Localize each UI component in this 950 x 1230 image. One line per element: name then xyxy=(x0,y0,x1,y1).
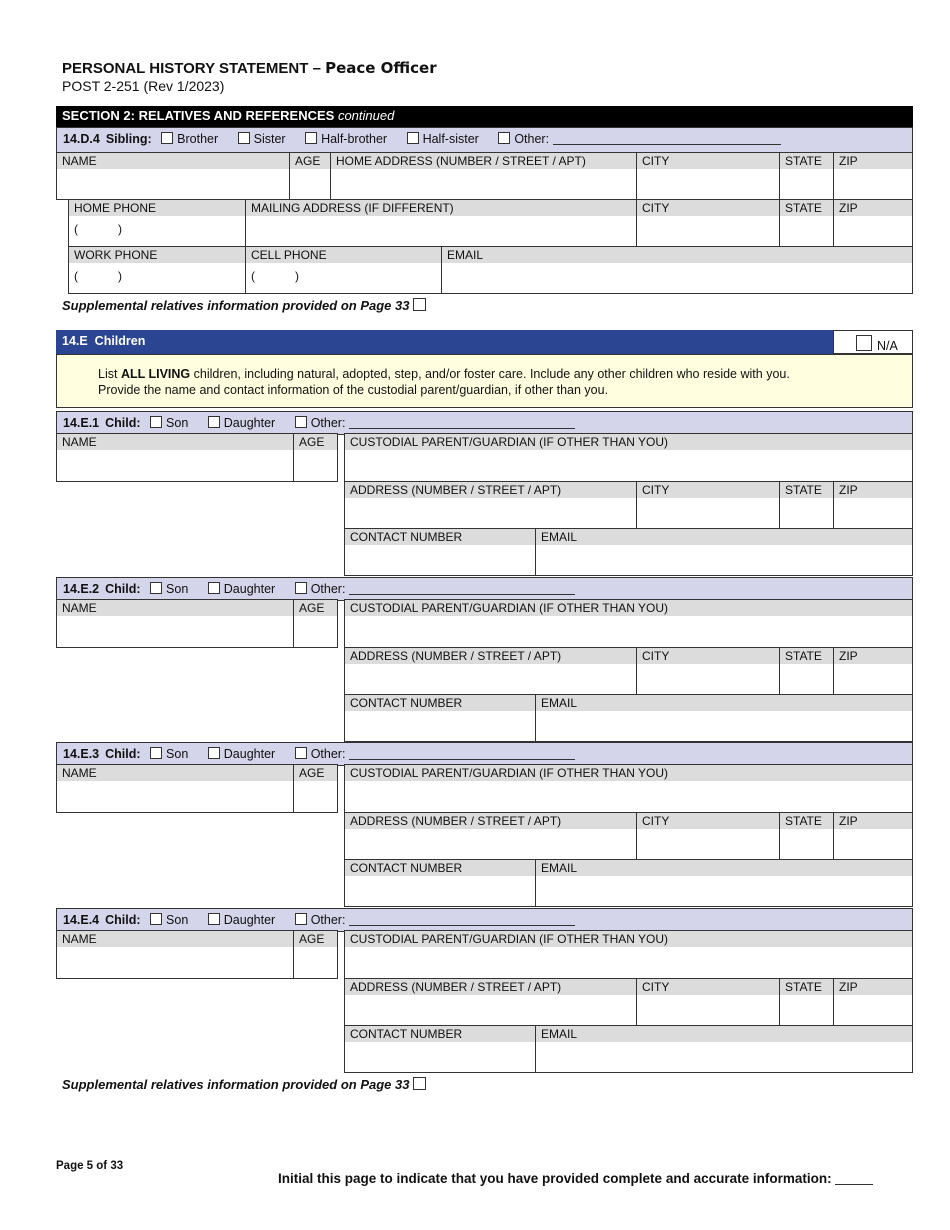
checkbox[interactable] xyxy=(305,132,317,144)
child-age-field[interactable]: AGE xyxy=(293,930,338,979)
child-zip-field[interactable]: ZIP xyxy=(833,812,913,860)
child-address-field[interactable]: ADDRESS (NUMBER / STREET / APT) xyxy=(344,481,637,529)
children-section-header: 14.E Children xyxy=(56,330,913,354)
na-checkbox[interactable] xyxy=(856,335,872,351)
child-email-field[interactable]: EMAIL xyxy=(535,859,913,907)
sibling-city-field[interactable]: CITY xyxy=(636,152,780,200)
child-state-field[interactable]: STATE xyxy=(779,812,834,860)
child-state-field[interactable]: STATE xyxy=(779,481,834,529)
child-other-field[interactable] xyxy=(349,759,575,760)
sibling-other-field[interactable] xyxy=(553,144,781,145)
sibling-name-field[interactable]: NAME xyxy=(56,152,290,200)
initial-field[interactable] xyxy=(835,1184,873,1185)
children-instructions: List ALL LIVING children, including natural, adopted, step, and/or foster care. Include any other children who reside with you. Provide the name and contact information of the custodial parent/guardian, if other than you. xyxy=(56,354,913,408)
sibling-zip-field[interactable]: ZIP xyxy=(833,152,913,200)
child-email-field[interactable]: EMAIL xyxy=(535,1025,913,1073)
sibling-half-sister-option[interactable]: Half-sister xyxy=(407,132,479,146)
supplemental-note: Supplemental relatives information provided on Page 33 xyxy=(62,298,430,313)
supplemental-checkbox-2[interactable] xyxy=(413,1077,426,1090)
supplemental-note-2: Supplemental relatives information provided on Page 33 xyxy=(62,1077,430,1092)
child-contact-field[interactable]: CONTACT NUMBER xyxy=(344,694,536,742)
child-age-field[interactable]: AGE xyxy=(293,433,338,482)
sibling-mailing-address-field[interactable]: MAILING ADDRESS (IF DIFFERENT) xyxy=(245,199,637,247)
checkbox[interactable] xyxy=(150,913,162,925)
sibling-sister-option[interactable]: Sister xyxy=(238,132,286,146)
child-other-field[interactable] xyxy=(349,925,575,926)
child-name-field[interactable]: NAME xyxy=(56,764,294,813)
sibling-home-address-field[interactable]: HOME ADDRESS (NUMBER / STREET / APT) xyxy=(330,152,637,200)
child-contact-field[interactable]: CONTACT NUMBER xyxy=(344,859,536,907)
sibling-age-field[interactable]: AGE xyxy=(289,152,331,200)
sibling-brother-option[interactable]: Brother xyxy=(161,132,218,146)
child-son-option[interactable]: Son xyxy=(150,747,188,761)
form-title: PERSONAL HISTORY STATEMENT – Peace Officer xyxy=(62,59,437,77)
child-son-option[interactable]: Son xyxy=(150,416,188,430)
child-daughter-option[interactable]: Daughter xyxy=(208,416,275,430)
child-daughter-option[interactable]: Daughter xyxy=(208,582,275,596)
child-other-field[interactable] xyxy=(349,594,575,595)
sibling-cell-phone-field[interactable]: CELL PHONE ( ) xyxy=(245,246,442,294)
child-row-header: 14.E.3 Child: Son Daughter Other: xyxy=(56,742,913,766)
sibling-half-brother-option[interactable]: Half-brother xyxy=(305,132,387,146)
child-custodial-field[interactable]: CUSTODIAL PARENT/GUARDIAN (IF OTHER THAN YOU) xyxy=(344,930,913,979)
child-state-field[interactable]: STATE xyxy=(779,647,834,695)
checkbox[interactable] xyxy=(295,416,307,428)
child-zip-field[interactable]: ZIP xyxy=(833,978,913,1026)
sibling-state-field[interactable]: STATE xyxy=(779,152,834,200)
checkbox[interactable] xyxy=(295,747,307,759)
child-state-field[interactable]: STATE xyxy=(779,978,834,1026)
child-city-field[interactable]: CITY xyxy=(636,978,780,1026)
form-number: POST 2-251 (Rev 1/2023) xyxy=(62,78,225,94)
child-email-field[interactable]: EMAIL xyxy=(535,528,913,576)
sibling-mailing-zip-field[interactable]: ZIP xyxy=(833,199,913,247)
sibling-other-option[interactable]: Other: xyxy=(498,132,780,146)
child-city-field[interactable]: CITY xyxy=(636,481,780,529)
child-address-field[interactable]: ADDRESS (NUMBER / STREET / APT) xyxy=(344,978,637,1026)
child-other-option[interactable]: Other: xyxy=(295,582,575,596)
sibling-row-header: 14.D.4 Sibling: Brother Sister Half-brother Half-sister Other: xyxy=(56,127,913,153)
child-name-field[interactable]: NAME xyxy=(56,433,294,482)
child-name-field[interactable]: NAME xyxy=(56,930,294,979)
child-daughter-option[interactable]: Daughter xyxy=(208,913,275,927)
child-son-option[interactable]: Son xyxy=(150,913,188,927)
checkbox[interactable] xyxy=(150,747,162,759)
child-son-option[interactable]: Son xyxy=(150,582,188,596)
sibling-email-field[interactable]: EMAIL xyxy=(441,246,913,294)
checkbox[interactable] xyxy=(208,747,220,759)
child-other-option[interactable]: Other: xyxy=(295,416,575,430)
child-city-field[interactable]: CITY xyxy=(636,812,780,860)
child-zip-field[interactable]: ZIP xyxy=(833,481,913,529)
checkbox[interactable] xyxy=(238,132,250,144)
child-contact-field[interactable]: CONTACT NUMBER xyxy=(344,528,536,576)
sibling-mailing-state-field[interactable]: STATE xyxy=(779,199,834,247)
child-custodial-field[interactable]: CUSTODIAL PARENT/GUARDIAN (IF OTHER THAN YOU) xyxy=(344,433,913,482)
checkbox[interactable] xyxy=(498,132,510,144)
child-other-field[interactable] xyxy=(349,428,575,429)
checkbox[interactable] xyxy=(161,132,173,144)
child-row-header: 14.E.2 Child: Son Daughter Other: xyxy=(56,577,913,601)
supplemental-checkbox[interactable] xyxy=(413,298,426,311)
child-daughter-option[interactable]: Daughter xyxy=(208,747,275,761)
checkbox[interactable] xyxy=(150,416,162,428)
child-address-field[interactable]: ADDRESS (NUMBER / STREET / APT) xyxy=(344,647,637,695)
checkbox[interactable] xyxy=(295,582,307,594)
children-na-option[interactable]: N/A xyxy=(833,330,913,354)
child-custodial-field[interactable]: CUSTODIAL PARENT/GUARDIAN (IF OTHER THAN YOU) xyxy=(344,599,913,648)
sibling-home-phone-field[interactable]: HOME PHONE ( ) xyxy=(68,199,246,247)
child-age-field[interactable]: AGE xyxy=(293,764,338,813)
checkbox[interactable] xyxy=(150,582,162,594)
child-other-option[interactable]: Other: xyxy=(295,913,575,927)
child-email-field[interactable]: EMAIL xyxy=(535,694,913,742)
page-number: Page 5 of 33 xyxy=(56,1160,124,1172)
checkbox[interactable] xyxy=(295,913,307,925)
form-subtitle: Peace Officer xyxy=(325,59,437,77)
sibling-work-phone-field[interactable]: WORK PHONE ( ) xyxy=(68,246,246,294)
child-age-field[interactable]: AGE xyxy=(293,599,338,648)
checkbox[interactable] xyxy=(208,913,220,925)
child-row-header: 14.E.4 Child: Son Daughter Other: xyxy=(56,908,913,932)
checkbox[interactable] xyxy=(208,582,220,594)
child-row-header: 14.E.1 Child: Son Daughter Other: xyxy=(56,411,913,435)
child-address-field[interactable]: ADDRESS (NUMBER / STREET / APT) xyxy=(344,812,637,860)
checkbox[interactable] xyxy=(407,132,419,144)
section-header: SECTION 2: RELATIVES AND REFERENCES continued xyxy=(56,106,913,127)
child-city-field[interactable]: CITY xyxy=(636,647,780,695)
initial-statement: Initial this page to indicate that you have provided complete and accurate information: xyxy=(278,1171,873,1186)
checkbox[interactable] xyxy=(208,416,220,428)
child-other-option[interactable]: Other: xyxy=(295,747,575,761)
sibling-mailing-city-field[interactable]: CITY xyxy=(636,199,780,247)
child-custodial-field[interactable]: CUSTODIAL PARENT/GUARDIAN (IF OTHER THAN YOU) xyxy=(344,764,913,813)
child-name-field[interactable]: NAME xyxy=(56,599,294,648)
child-contact-field[interactable]: CONTACT NUMBER xyxy=(344,1025,536,1073)
child-zip-field[interactable]: ZIP xyxy=(833,647,913,695)
